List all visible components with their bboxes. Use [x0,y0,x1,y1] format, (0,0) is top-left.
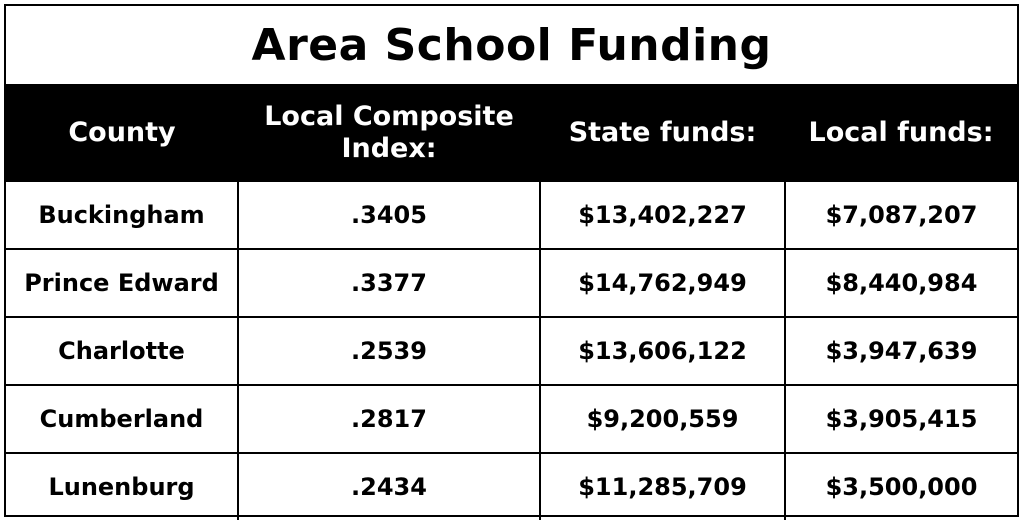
local-funds-cell: $3,947,639 [785,317,1017,385]
state-funds-cell: $13,606,122 [540,317,785,385]
table-row [6,182,1017,249]
funding-table-frame [4,4,1019,517]
table-row [6,317,1017,385]
header-county: County [6,84,238,182]
index-cell: .3405 [238,182,540,249]
county-cell: Charlotte [6,317,238,385]
index-cell: .2539 [238,317,540,385]
header-state-funds: State funds: [540,84,785,182]
local-funds-cell: $8,440,984 [785,249,1017,317]
table-row [6,385,1017,453]
index-cell: .2817 [238,385,540,453]
table-title: Area School Funding [251,19,772,71]
header-local-funds: Local funds: [785,84,1017,182]
local-funds-cell: $7,087,207 [785,182,1017,249]
index-cell: .3377 [238,249,540,317]
header-index-line2: Index: [341,133,437,164]
funding-table [6,84,1017,520]
state-funds-cell: $11,285,709 [540,453,785,520]
header-index-line1: Local Composite [264,100,514,132]
county-cell: Buckingham [38,201,205,229]
state-funds-cell: $13,402,227 [540,182,785,249]
county-cell: Cumberland [6,385,238,453]
state-funds-cell: $14,762,949 [540,249,785,317]
local-funds-cell: $3,500,000 [785,453,1017,520]
table-row [6,249,1017,317]
state-funds-cell: $9,200,559 [540,385,785,453]
county-cell: Prince Edward [6,249,238,317]
index-cell: .2434 [238,453,540,520]
county-cell: Lunenburg [6,453,238,520]
local-funds-cell: $3,905,415 [785,385,1017,453]
header-row [6,84,1017,182]
header-local-composite-index [238,84,540,182]
table-row [6,453,1017,520]
